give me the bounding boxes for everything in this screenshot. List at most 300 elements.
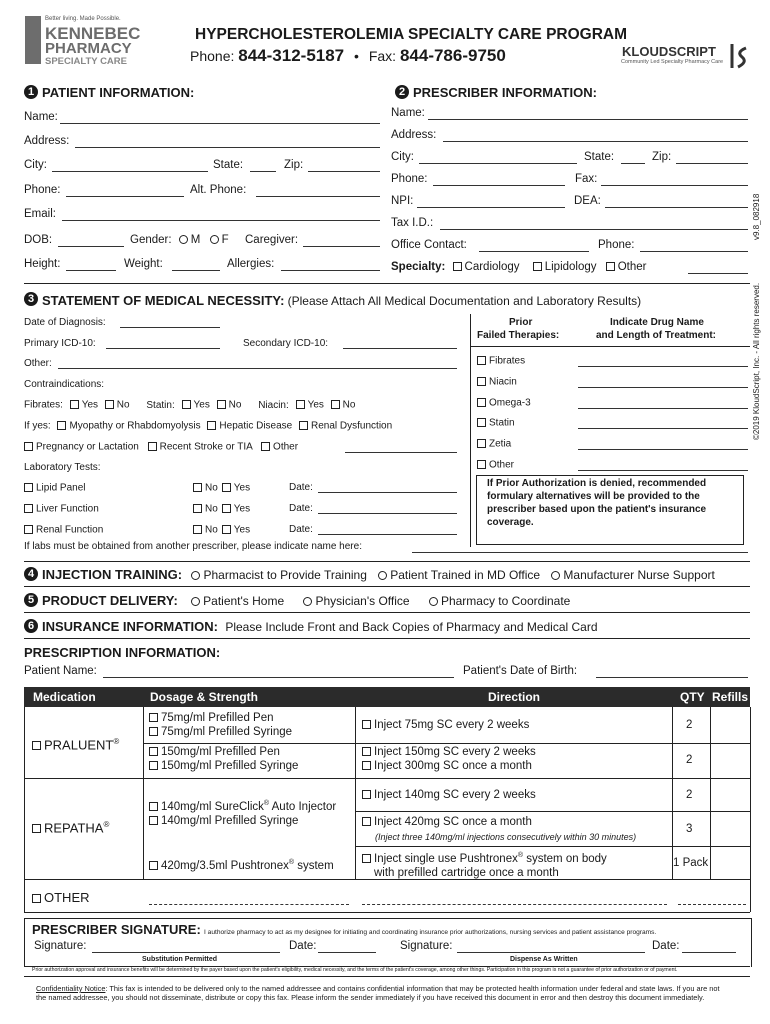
patient-state-label: State: <box>213 159 244 171</box>
grid-qty <box>710 707 711 879</box>
lab-tests-label: Laboratory Tests: <box>24 462 101 473</box>
r-dose3-line <box>149 856 334 873</box>
other-dose-field[interactable] <box>149 904 349 905</box>
patient-altphone-field[interactable] <box>256 196 380 197</box>
p-dose2 <box>149 745 298 773</box>
prescriber-dea-label: DEA: <box>574 195 601 207</box>
p-dose2b-checkbox[interactable] <box>149 761 158 770</box>
liver-yesno <box>193 504 250 515</box>
r-dir2-note: (Inject three 140mg/ml injections consecutively within 30 minutes) <box>375 832 637 842</box>
therapy-fibrates-field[interactable] <box>578 366 748 367</box>
page-title: HYPERCHOLESTEROLEMIA SPECIALTY CARE PROGRAM <box>195 26 628 43</box>
other-med-label: OTHER <box>44 890 90 905</box>
header-refills: Refills <box>712 690 749 704</box>
header-qty: QTY <box>680 690 705 704</box>
p-dose1b-line <box>149 725 292 739</box>
renal-fn-date-field[interactable] <box>318 534 457 535</box>
delivery-opt3-radio[interactable] <box>429 597 438 606</box>
r-dose1 <box>149 797 336 828</box>
patient-dob-label: DOB: <box>24 234 53 246</box>
section-4-number: 4 <box>24 567 38 581</box>
r-dir3a: Inject single use Pushtronex <box>374 852 518 865</box>
other-diagnosis-field[interactable] <box>58 368 457 369</box>
header-medication: Medication <box>33 690 96 704</box>
therapy-omega-label: Omega-3 <box>489 397 531 409</box>
patient-dob-field[interactable] <box>58 246 124 247</box>
fine-print-bottom-line <box>24 976 750 977</box>
patient-altphone-label: Alt. Phone: <box>190 184 247 196</box>
prescriber-office-contact-label: Office Contact: <box>391 239 467 251</box>
therapy-niacin-checkbox[interactable] <box>477 377 486 386</box>
section-6-number: 6 <box>24 619 38 633</box>
logo-line3: SPECIALTY CARE <box>45 56 127 67</box>
r-dose1b: 140mg/ml Prefilled Syringe <box>161 814 299 827</box>
version-code: v9.8_082918 <box>752 193 761 240</box>
specialty-other-label: Other <box>617 261 647 274</box>
injection-opt1-radio[interactable] <box>191 571 200 580</box>
therapy-niacin-field[interactable] <box>578 387 748 388</box>
contra-other-checkbox[interactable] <box>261 442 270 451</box>
drug-header-2: and Length of Treatment: <box>596 330 716 341</box>
r-dose1b-checkbox[interactable] <box>149 816 158 825</box>
therapy-niacin-label: Niacin <box>489 376 517 388</box>
therapy-zetia-field[interactable] <box>578 449 748 450</box>
lipid-no-checkbox[interactable] <box>193 483 202 492</box>
r-dose3-reg: ® <box>288 859 295 866</box>
renal-checkbox[interactable] <box>299 421 308 430</box>
renal-fn-option <box>24 525 103 536</box>
divider-4 <box>24 586 750 587</box>
divider-3 <box>24 561 750 562</box>
pregnancy-label: Pregnancy or Lactation <box>36 441 139 453</box>
lipid-checkbox[interactable] <box>24 483 33 492</box>
renal-fn-no-label: No <box>205 524 218 536</box>
prescriber-info-title: PRESCRIBER INFORMATION: <box>413 85 597 100</box>
myopathy-checkbox[interactable] <box>57 421 66 430</box>
patient-height-field[interactable] <box>66 270 116 271</box>
therapy-statin <box>477 418 515 429</box>
niacin-no-label: No <box>342 399 356 411</box>
r-qty2: 3 <box>686 823 693 835</box>
delivery-title: PRODUCT DELIVERY: <box>42 593 178 608</box>
contact-line <box>190 46 506 66</box>
prescriber-address-field[interactable] <box>443 141 748 142</box>
other-option <box>32 891 90 904</box>
lipid-label: Lipid Panel <box>36 482 86 494</box>
therapy-zetia-checkbox[interactable] <box>477 439 486 448</box>
patient-name-field[interactable] <box>60 123 380 124</box>
specialty-label: Specialty: <box>391 261 446 274</box>
hepatic-checkbox[interactable] <box>207 421 216 430</box>
r-dir3-reg: ® <box>517 852 524 859</box>
patient-email-field[interactable] <box>62 220 380 221</box>
phone-number: 844-312-5187 <box>238 46 345 65</box>
cardiology-label: Cardiology <box>464 261 520 274</box>
renal-fn-yesno <box>193 525 250 536</box>
renal-fn-date-label: Date: <box>289 524 313 535</box>
gender-m-label: M <box>190 234 201 247</box>
prescriber-dea-field[interactable] <box>605 207 748 208</box>
gender-m-radio[interactable] <box>179 235 188 244</box>
patient-weight-label: Weight: <box>124 258 163 270</box>
statin-no-checkbox[interactable] <box>217 400 226 409</box>
other-qty-field[interactable] <box>678 904 746 905</box>
ifyes-row <box>24 421 392 432</box>
contra-other-field[interactable] <box>345 452 457 453</box>
grid-left <box>24 707 25 912</box>
patient-name-label: Name: <box>24 111 58 123</box>
patient-phone-label: Phone: <box>24 184 61 196</box>
therapy-other-checkbox[interactable] <box>477 460 486 469</box>
statin-no-label: No <box>228 399 242 411</box>
hepatic-label: Hepatic Disease <box>219 420 293 432</box>
renal-fn-yes-checkbox[interactable] <box>222 525 231 534</box>
divider-5 <box>24 612 750 613</box>
delivery-opt2-label: Physician's Office <box>315 594 410 608</box>
p-dose1a-line <box>149 711 292 725</box>
therapy-other-label: Other <box>489 459 515 471</box>
therapy-omega <box>477 398 531 409</box>
patient-phone-field[interactable] <box>66 196 184 197</box>
patient-address-field[interactable] <box>75 147 380 148</box>
praluent-checkbox[interactable] <box>32 741 41 750</box>
delivery-opt3-label: Pharmacy to Coordinate <box>440 594 571 608</box>
bullet: • <box>354 48 359 64</box>
specialty-other-field[interactable] <box>688 273 748 274</box>
fax-label: Fax: <box>368 48 397 64</box>
prescriber-name-field[interactable] <box>428 119 748 120</box>
prior-header-2: Failed Therapies: <box>477 330 560 341</box>
r-dir2: Inject 420mg SC once a month <box>374 816 532 828</box>
date2-field[interactable] <box>682 952 736 953</box>
therapy-omega-checkbox[interactable] <box>477 398 486 407</box>
other-med-checkbox[interactable] <box>32 894 41 903</box>
lipid-yes-label: Yes <box>233 482 251 494</box>
r-dir1-checkbox[interactable] <box>362 790 371 799</box>
date1-field[interactable] <box>318 952 376 953</box>
prescriber-name-label: Name: <box>391 107 425 119</box>
prior-header-1: Prior <box>509 317 533 328</box>
grid-right <box>750 707 751 912</box>
p-dose1b: 75mg/ml Prefilled Syringe <box>161 726 293 738</box>
r-dose3: 420mg/3.5ml Pushtronex <box>161 859 289 872</box>
pregnancy-checkbox[interactable] <box>24 442 33 451</box>
prescriber-city-field[interactable] <box>419 163 577 164</box>
repatha-option <box>32 821 109 834</box>
specialty-group <box>391 262 646 274</box>
fibrates-yes-checkbox[interactable] <box>70 400 79 409</box>
r-dose1a-tail: Auto Injector <box>269 800 337 813</box>
stroke-label: Recent Stroke or TIA <box>159 441 253 453</box>
patient-zip-label: Zip: <box>284 159 304 171</box>
r-dir3a-line <box>362 849 607 866</box>
injection-opt1-label: Pharmacist to Provide Training <box>203 568 367 582</box>
grid-row-r1 <box>355 811 750 812</box>
sig2-field[interactable] <box>457 952 645 953</box>
therapy-statin-label: Statin <box>489 417 515 429</box>
fibrates-label: Fibrates: <box>24 399 63 411</box>
gender-f-radio[interactable] <box>210 235 219 244</box>
divider-6 <box>24 638 750 639</box>
p-dir1: Inject 75mg SC every 2 weeks <box>374 719 530 731</box>
p-dir1-line <box>362 718 529 732</box>
r-dose1a-reg: ® <box>263 800 270 807</box>
r-qty3: 1 Pack <box>673 857 709 869</box>
injection-row <box>42 568 715 581</box>
necessity-subtitle: (Please Attach All Medical Documentation and Laboratory Results) <box>287 294 642 308</box>
p-dir2a-checkbox[interactable] <box>362 747 371 756</box>
therapy-omega-field[interactable] <box>578 408 748 409</box>
delivery-opt1-label: Patient's Home <box>203 594 285 608</box>
lipid-yesno <box>193 483 250 494</box>
confidentiality-text1: : This fax is intended to be delivered only to the named addressee and contains confidential information that may be protected health information under federal and state laws. If you are not <box>105 984 720 993</box>
specialty-other-checkbox[interactable] <box>606 262 615 271</box>
prescriber-taxid-field[interactable] <box>440 229 748 230</box>
delivery-opt1-radio[interactable] <box>191 597 200 606</box>
patient-city-label: City: <box>24 159 47 171</box>
therapy-statin-checkbox[interactable] <box>477 418 486 427</box>
rx-dob-label: Patient's Date of Birth: <box>463 665 578 677</box>
r-dose1a-line <box>149 797 336 814</box>
prior-box-header-line <box>470 346 750 347</box>
necessity-title: STATEMENT OF MEDICAL NECESSITY: <box>42 293 285 308</box>
injection-title: INJECTION TRAINING: <box>42 567 183 582</box>
logo-line2: PHARMACY <box>45 40 132 57</box>
lipid-no-label: No <box>205 482 218 494</box>
gender-label: Gender: <box>130 234 172 247</box>
kloudscript-tagline: Community Led Specialty Pharmacy Care <box>621 59 724 65</box>
p-dose1a-checkbox[interactable] <box>149 713 158 722</box>
praluent-option <box>32 738 119 751</box>
ifyes-label: If yes: <box>24 420 51 432</box>
prescriber-zip-label: Zip: <box>652 151 672 163</box>
header-dosage: Dosage & Strength <box>150 690 259 704</box>
therapy-statin-field[interactable] <box>578 428 748 429</box>
patient-state-field[interactable] <box>250 171 276 172</box>
r-dir3b: with prefilled cartridge once a month <box>374 866 559 879</box>
statin-yes-label: Yes <box>193 399 210 411</box>
insurance-row <box>42 620 598 633</box>
liver-no-checkbox[interactable] <box>193 504 202 513</box>
confidentiality-label: Confidentiality Notice <box>36 984 106 993</box>
signature-title: PRESCRIBER SIGNATURE: <box>32 922 201 937</box>
lipid-option <box>24 483 85 494</box>
p-dir2b-line <box>362 759 536 773</box>
p-dir2a: Inject 150mg SC every 2 weeks <box>374 746 536 758</box>
therapy-other <box>477 460 514 471</box>
patient-caregiver-field[interactable] <box>303 246 380 247</box>
liver-no-label: No <box>205 503 218 515</box>
pa-notice-line2: formulary alternatives will be provided to the <box>487 491 700 502</box>
pa-notice-line1: If Prior Authorization is denied, recommended <box>487 478 707 489</box>
necessity-heading <box>42 294 641 309</box>
patient-allergies-field[interactable] <box>281 270 380 271</box>
header-direction: Direction <box>488 690 541 704</box>
r-dir2-checkbox[interactable] <box>362 817 371 826</box>
p-dir2 <box>362 745 536 773</box>
liver-date-field[interactable] <box>318 513 457 514</box>
prescriber-state-field[interactable] <box>621 163 645 164</box>
kloudscript-logo: KLOUDSCRIPT <box>622 44 716 59</box>
rx-patient-name-label: Patient Name: <box>24 665 97 677</box>
p-dose2b: 150mg/ml Prefilled Syringe <box>161 760 299 772</box>
p-qty2: 2 <box>686 754 693 766</box>
copyright: ©2019 KloudScript, Inc. - All rights reserved. <box>752 282 761 440</box>
prescriber-fax-field[interactable] <box>601 185 748 186</box>
prescriber-state-label: State: <box>584 151 615 163</box>
secondary-icd-label: Secondary ICD-10: <box>243 338 329 349</box>
sig1-label: Signature: <box>34 940 87 952</box>
repatha-checkbox[interactable] <box>32 824 41 833</box>
prescriber-phone-field[interactable] <box>433 185 565 186</box>
grid-row-praluent <box>24 778 750 779</box>
patient-height-label: Height: <box>24 258 61 270</box>
renal-fn-checkbox[interactable] <box>24 525 33 534</box>
niacin-yes-checkbox[interactable] <box>296 400 305 409</box>
therapy-fibrates <box>477 356 525 367</box>
fibrates-no-checkbox[interactable] <box>105 400 114 409</box>
p-qty1: 2 <box>686 719 693 731</box>
p-dose2b-line <box>149 759 298 773</box>
renal-fn-no-checkbox[interactable] <box>193 525 202 534</box>
grid-med <box>143 707 144 879</box>
prescriber-city-label: City: <box>391 151 414 163</box>
prescriber-zip-field[interactable] <box>676 163 748 164</box>
lipid-date-field[interactable] <box>318 492 457 493</box>
section-2-number: 2 <box>395 85 409 99</box>
niacin-yes-label: Yes <box>307 399 324 411</box>
liver-option <box>24 504 99 515</box>
signature-auth: I authorize pharmacy to act as my designee for initiating and coordinating insurance prior authorizations, nursing services and patient assistance programs. <box>203 929 657 936</box>
patient-weight-field[interactable] <box>172 270 220 271</box>
lipid-date-label: Date: <box>289 482 313 493</box>
fibrates-yes-label: Yes <box>81 399 99 411</box>
niacin-no-checkbox[interactable] <box>331 400 340 409</box>
praluent-reg: ® <box>113 737 120 746</box>
logo-corner-mark <box>25 16 41 64</box>
date-diagnosis-label: Date of Diagnosis: <box>24 317 106 328</box>
p-dose1a: 75mg/ml Prefilled Pen <box>161 712 274 724</box>
statin-yes-checkbox[interactable] <box>182 400 191 409</box>
prescriber-npi-field[interactable] <box>417 207 565 208</box>
rx-dob-field[interactable] <box>596 677 748 678</box>
divider-top <box>24 283 750 284</box>
lipidology-label: Lipidology <box>544 261 597 274</box>
labs-other-field[interactable] <box>412 552 748 553</box>
kloudscript-mark <box>728 42 750 70</box>
niacin-label: Niacin: <box>258 399 289 411</box>
liver-label: Liver Function <box>36 503 99 515</box>
r-dose1a: 140mg/ml SureClick <box>161 800 264 813</box>
liver-yes-checkbox[interactable] <box>222 504 231 513</box>
contra-options-row <box>24 400 355 411</box>
drug-header-1: Indicate Drug Name <box>610 317 704 328</box>
insurance-text: Please Include Front and Back Copies of Pharmacy and Medical Card <box>225 620 598 634</box>
statin-label: Statin: <box>146 399 175 411</box>
cardiology-checkbox[interactable] <box>453 262 462 271</box>
signature-heading <box>32 923 656 938</box>
r-dose3-checkbox[interactable] <box>149 861 158 870</box>
r-dir3-checkbox[interactable] <box>362 854 371 863</box>
prescriber-npi-label: NPI: <box>391 195 414 207</box>
prescription-title: PRESCRIPTION INFORMATION: <box>24 645 221 660</box>
prescriber-address-label: Address: <box>391 129 437 141</box>
patient-allergies-label: Allergies: <box>227 258 275 270</box>
p-dir2b: Inject 300mg SC once a month <box>374 760 532 772</box>
logo-tagline: Better living. Made Possible. <box>45 16 121 22</box>
grid-dir <box>672 707 673 879</box>
r-dir3 <box>362 849 607 880</box>
delivery-opt2-radio[interactable] <box>303 597 312 606</box>
other-dir-field[interactable] <box>362 904 667 905</box>
confidentiality-line1 <box>36 985 720 992</box>
rx-patient-name-field[interactable] <box>103 677 454 678</box>
fax-number: 844-786-9750 <box>399 46 506 65</box>
grid-dose <box>355 707 356 879</box>
p-dose2a: 150mg/ml Prefilled Pen <box>161 746 280 758</box>
prescriber-phone-label: Phone: <box>391 173 428 185</box>
p-dose2a-line <box>149 745 298 759</box>
patient-city-field[interactable] <box>52 171 208 172</box>
renal-label: Renal Dysfunction <box>311 420 393 432</box>
injection-opt2-label: Patient Trained in MD Office <box>390 568 541 582</box>
p-dose1 <box>149 711 292 739</box>
kennebec-logo <box>25 14 141 67</box>
r-dir2-line <box>362 815 532 829</box>
labs-other-label: If labs must be obtained from another prescriber, please indicate name here: <box>24 541 362 552</box>
primary-icd-label: Primary ICD-10: <box>24 338 96 349</box>
p-dose1b-checkbox[interactable] <box>149 727 158 736</box>
confidentiality-line2: the named addressee, you should not disseminate, distribute or copy this fax. Please inform the sender immediately if you have received this document in error and then destroy this document immediately. <box>36 993 705 1002</box>
p-dir1-checkbox[interactable] <box>362 720 371 729</box>
phone-label: Phone: <box>190 48 235 64</box>
injection-opt3-label: Manufacturer Nurse Support <box>563 568 715 582</box>
liver-checkbox[interactable] <box>24 504 33 513</box>
fine-print: Prior authorization approval and insurance benefits will be determined by the payer based upon the patient's eligibility, medical necessity, and the terms of the patient's coverage, among other things. Participation in this program is not a guarantee of prior authorization or of payment. <box>32 967 678 973</box>
prior-box-left <box>470 314 471 547</box>
date1-label: Date: <box>289 940 317 952</box>
sig1-field[interactable] <box>92 952 280 953</box>
therapy-other-field[interactable] <box>578 470 748 471</box>
p-dose2a-checkbox[interactable] <box>149 747 158 756</box>
injection-opt3-radio[interactable] <box>551 571 560 580</box>
date2-label: Date: <box>652 940 680 952</box>
prescriber-office-contact-field[interactable] <box>479 251 589 252</box>
patient-zip-field[interactable] <box>308 171 380 172</box>
r-dose1a-checkbox[interactable] <box>149 802 158 811</box>
prescriber-fax-label: Fax: <box>575 173 598 185</box>
lipid-yes-checkbox[interactable] <box>222 483 231 492</box>
section-5-number: 5 <box>24 593 38 607</box>
grid-bottom <box>24 912 750 913</box>
stroke-checkbox[interactable] <box>148 442 157 451</box>
primary-icd-field[interactable] <box>106 348 220 349</box>
myopathy-label: Myopathy or Rhabdomyolysis <box>69 420 201 432</box>
substitution-label: Substitution Permitted <box>142 956 218 963</box>
p-dir2b-checkbox[interactable] <box>362 761 371 770</box>
r-dose3-tail: system <box>294 859 334 872</box>
lipidology-checkbox[interactable] <box>533 262 542 271</box>
p-dir2a-line <box>362 745 536 759</box>
secondary-icd-field[interactable] <box>343 348 457 349</box>
grid-row-r2 <box>355 846 750 847</box>
praluent-label: PRALUENT <box>44 737 114 753</box>
therapy-fibrates-checkbox[interactable] <box>477 356 486 365</box>
date-diagnosis-field[interactable] <box>120 327 220 328</box>
prescriber-office-phone-field[interactable] <box>640 251 748 252</box>
injection-opt2-radio[interactable] <box>378 571 387 580</box>
liver-date-label: Date: <box>289 503 313 514</box>
